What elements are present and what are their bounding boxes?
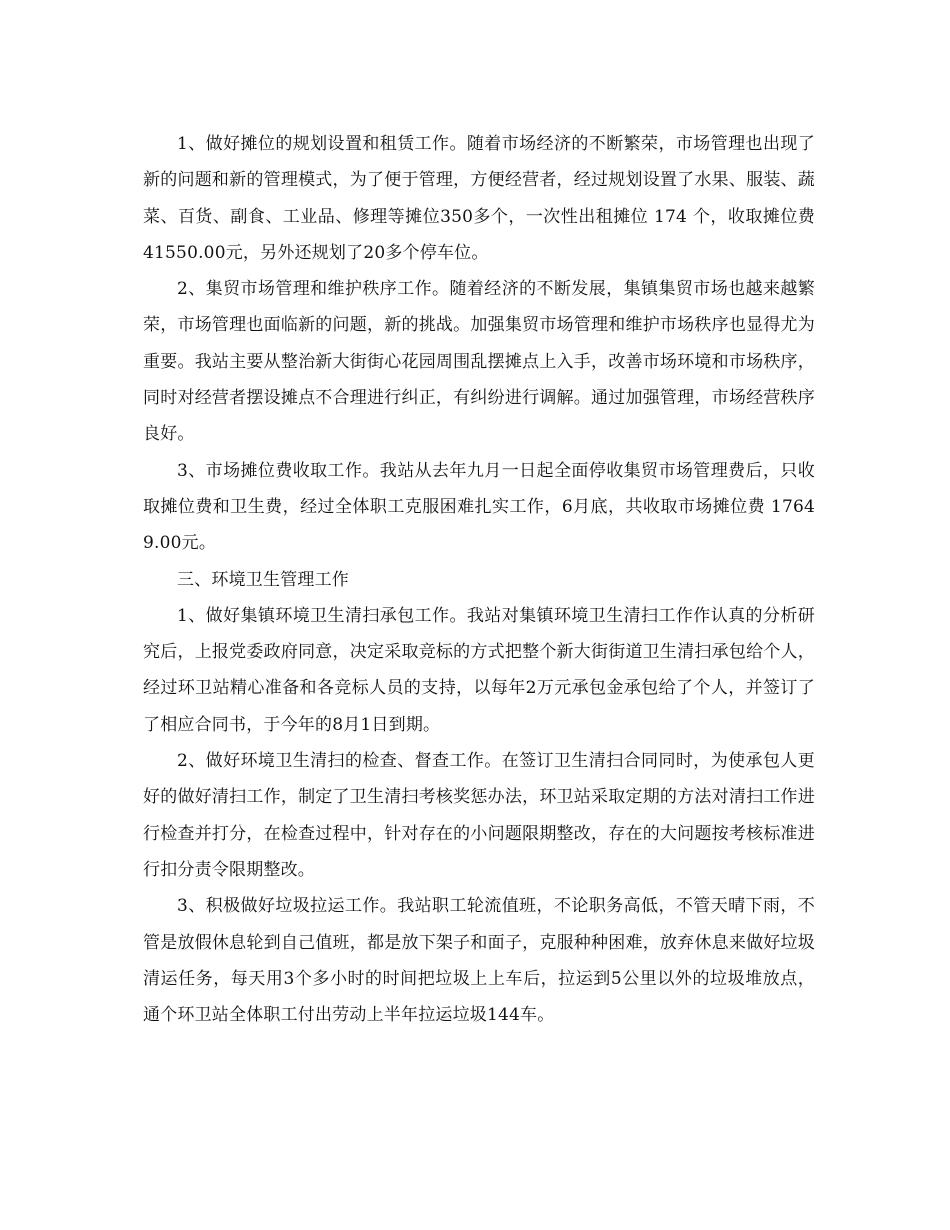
paragraph-stall-fee: 3、市场摊位费收取工作。我站从去年九月一日起全面停收集贸市场管理费后，只收取摊位费和卫生费，经过全体职工克服困难扎实工作，6月底，共收取市场摊位费 17649.00元。 — [143, 460, 815, 554]
document-body — [143, 126, 815, 1033]
paragraph-market-order: 2、集贸市场管理和维护秩序工作。随着经济的不断发展，集镇集贸市场也越来越繁荣，市场管理也面临新的问题，新的挑战。加强集贸市场管理和维护市场秩序也显得尤为重要。我站主要从整治新大街街心花园周围乱摆摊点上入手，改善市场环境和市场秩序，同时对经营者摆设摊点不合理进行纠正，有纠纷进行调解。通过加强管理，市场经营秩序良好。 — [143, 279, 815, 445]
paragraph-cleaning-inspection: 2、做好环境卫生清扫的检查、督查工作。在签订卫生清扫合同同时，为使承包人更好的做好清扫工作，制定了卫生清扫考核奖惩办法，环卫站采取定期的方法对清扫工作进行检查并打分，在检查过程中，针对存在的小问题限期整改，存在的大问题按考核标准进行扣分责令限期整改。 — [143, 751, 815, 880]
paragraph-stall-planning: 1、做好摊位的规划设置和租赁工作。随着市场经济的不断繁荣，市场管理也出现了新的问题和新的管理模式，为了便于管理，方便经营者，经过规划设置了水果、服装、蔬菜、百货、副食、工业品、修理等摊位350多个，一次性出租摊位 174 个，收取摊位费41550.00元，另外还规划了20多个停车位。 — [143, 134, 815, 263]
paragraph-garbage-transport: 3、积极做好垃圾拉运工作。我站职工轮流值班，不论职务高低，不管天晴下雨，不管是放假休息轮到自己值班，都是放下架子和面子，克服种种困难，放弃休息来做好垃圾清运任务，每天用3个多小时的时间把垃圾上上车后，拉运到5公里以外的垃圾堆放点，通个环卫站全体职工付出劳动上半年拉运垃圾144车。 — [143, 896, 815, 1026]
section-heading-sanitation: 三、环境卫生管理工作 — [177, 569, 349, 590]
paragraph-cleaning-contract: 1、做好集镇环境卫生清扫承包工作。我站对集镇环境卫生清扫工作作认真的分析研究后，上报党委政府同意，决定采取竞标的方式把整个新大街街道卫生清扫承包给个人，经过环卫站精心准备和各竞标人员的支持，以每年2万元承包金承包给了个人，并签订了了相应合同书，于今年的8月1日到期。 — [143, 605, 815, 735]
